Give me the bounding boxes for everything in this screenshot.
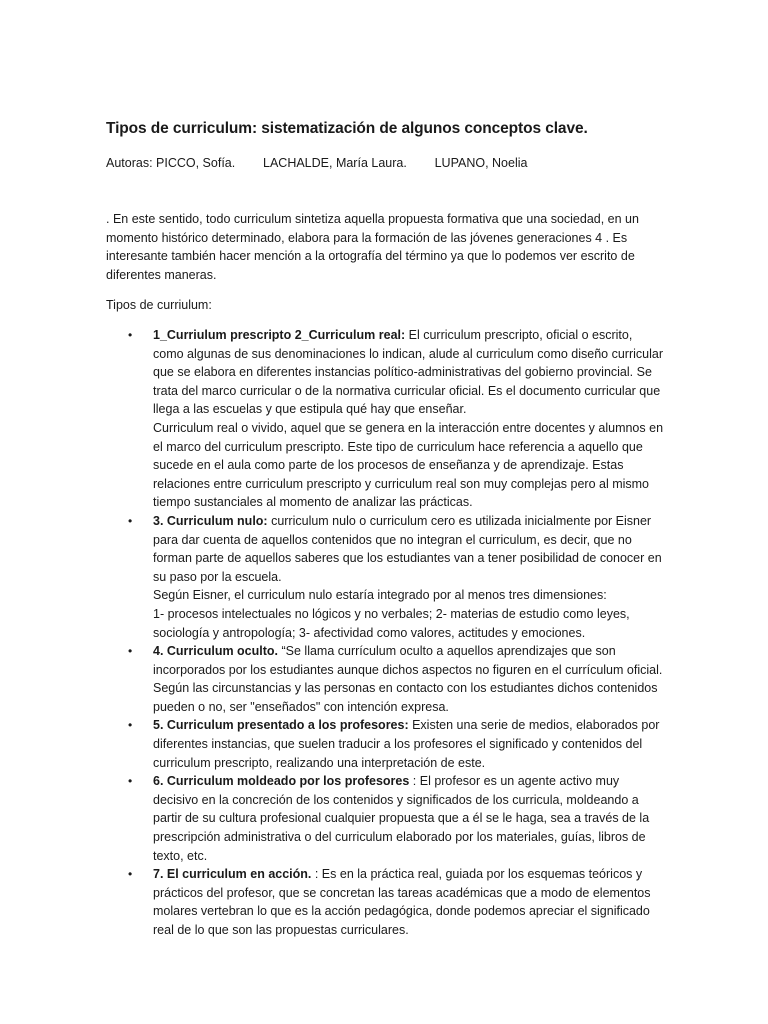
bullet-icon: • (128, 513, 133, 528)
item-text: El curriculum prescripto, oficial o escrito, como algunas de sus denominaciones lo indican, alude al curriculum como diseño curricular que se elabora en diferentes instancias político-administrativas del gobierno provincial. Se trata del marco curricular o de la normativa curricular oficial. Es el documento curricular que llega a las escuelas y que estipula qué hay que enseñar. (153, 328, 663, 417)
bullet-icon: • (128, 644, 133, 659)
document-page (106, 120, 666, 940)
item-label: 7. El curriculum en acción. (153, 867, 312, 882)
item-text: : Es en la práctica real, guiada por los esquemas teóricos y prácticos del profesor, que se concretan las tareas académicas que a modo de elementos molares vertebran lo que es la acción pedagógica, donde podemos apreciar el significado real de lo que son las propuestas curriculares. (153, 867, 651, 937)
list-item (106, 326, 666, 512)
item-text: : El profesor es un agente activo muy decisivo en la concreción de los contenidos y significados de los curricula, moldeando a partir de su cultura profesional cualquier propuesta que a él se le haga, sea a través de la prescripción administrativa o del curriculum elaborado por los materiales, guías, libros de texto, etc. (153, 774, 650, 863)
list-item (106, 865, 666, 939)
list-item (106, 512, 666, 642)
document-authors: Autoras: PICCO, Sofía. LACHALDE, María Laura. LUPANO, Noelia (106, 156, 528, 170)
bullet-icon: • (128, 867, 133, 882)
item-label: 4. Curriculum oculto. (153, 644, 279, 659)
item-text: Existen una serie de medios, elaborados por diferentes instancias, que suelen traducir a los profesores el significado y contenidos del curriculum prescripto, realizando una interpretación de este. (153, 718, 660, 770)
item-extra-text: Curriculum real o vivido, aquel que se genera en la interacción entre docentes y alumnos en el marco del curriculum prescripto. Este tipo de curriculum hace referencia a aquello que sucede en el aula como parte de los procesos de enseñanza y de aprendizaje. Estas relaciones entre curriculum prescripto y curriculum real son muy complejas pero al mismo tiempo sustanciales al momento de analizar las prácticas. (153, 420, 664, 510)
item-text: “Se llama currículum oculto a aquellos aprendizajes que son incorporados por los estudiantes aunque dichos aspectos no figuren en el currículum oficial. Según las circunstancias y las personas en contacto con los estudiantes dichos contenidos pueden o no, ser "enseñados" con intención expresa. (153, 644, 663, 714)
curriculum-types-list (106, 326, 666, 940)
document-title: Tipos de curriculum: sistematización de algunos conceptos clave. (106, 120, 588, 137)
list-item (106, 716, 666, 772)
item-label: 6. Curriculum moldeado por los profesores (153, 774, 410, 789)
intro-paragraph: . En este sentido, todo curriculum sintetiza aquella propuesta formativa que una sociedad, en un momento histórico determinado, elabora para la formación de las jóvenes generaciones 4 . Es interesante también hacer mención a la ortografía del término ya que lo podemos ver escrito de diferentes maneras. (106, 212, 639, 282)
list-item (106, 772, 666, 865)
list-item (106, 642, 666, 716)
bullet-icon: • (128, 718, 133, 733)
item-label: 3. Curriculum nulo: (153, 513, 268, 528)
item-label: 1_Curriulum prescripto 2_Curriculum real: (153, 328, 406, 342)
item-text: curriculum nulo o curriculum cero es utilizada inicialmente por Eisner para dar cuenta de aquellos contenidos que no integran el curriculum, es decir, que no forman parte de aquellos saberes que los estudiantes van a tener posibilidad de conocer en su paso por la escuela. (153, 513, 662, 584)
bullet-icon: • (128, 328, 133, 342)
item-extra2-text: 1- procesos intelectuales no lógicos y no verbales; 2- materias de estudio como leyes, sociología y antropología; 3- afectividad como valores, actitudes y emociones. (153, 606, 630, 640)
item-extra-text: Según Eisner, el curriculum nulo estaría integrado por al menos tres dimensiones: (153, 588, 607, 603)
bullet-icon: • (128, 774, 133, 789)
item-label: 5. Curriculum presentado a los profesores: (153, 718, 409, 733)
section-heading: Tipos de curriulum: (106, 298, 212, 312)
